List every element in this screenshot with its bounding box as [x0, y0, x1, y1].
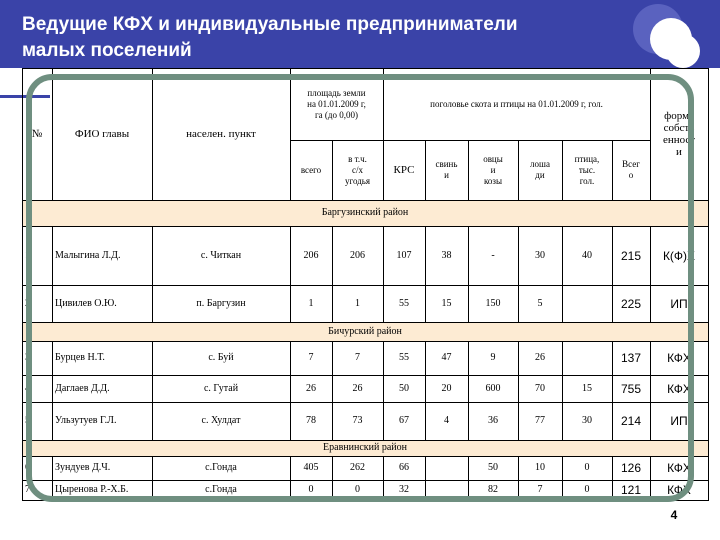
table-cell: 66	[399, 462, 409, 473]
table-cell: 2	[25, 297, 30, 309]
table-cell: 78	[306, 415, 316, 426]
table-cell: 1	[25, 249, 30, 261]
table-cell: Малыгина Л.Д.	[55, 249, 121, 261]
table-cell: Цыренова Р.-Х.Б.	[55, 484, 129, 495]
table-cell: 70	[535, 382, 545, 394]
slide-header	[0, 0, 720, 68]
region-label: Еравнинский район	[323, 442, 407, 453]
table-cell: КФХ	[667, 483, 691, 497]
table-cell: 7	[308, 352, 314, 363]
table-cell: 77	[535, 415, 545, 426]
table-cell: 47	[441, 352, 452, 363]
header-area-group: площадь земли на 01.01.2009 г, га (до 0,00)	[307, 87, 366, 120]
table-cell: 9	[490, 352, 496, 363]
header-total: Всег о	[622, 159, 640, 180]
table-cell: КФХ	[667, 461, 691, 475]
table-cell: п. Баргузин	[196, 297, 246, 309]
table-cell	[425, 456, 468, 480]
table-cell: 6	[25, 462, 30, 473]
table-cell: КФХ	[667, 351, 691, 365]
table-cell: 7	[537, 484, 543, 495]
region-label: Баргузинский район	[321, 207, 409, 218]
table-cell: 30	[582, 415, 592, 426]
grid-line	[708, 226, 709, 285]
header-ownership: форма собств енност и	[662, 110, 696, 158]
table-cell: 5	[25, 415, 30, 426]
table-cell: К(Ф)Х	[662, 248, 696, 263]
grid-line	[708, 341, 709, 375]
header-pigs: свинь и	[435, 159, 458, 180]
table-cell: 215	[620, 248, 642, 263]
table-cell: с. Читкан	[200, 249, 242, 261]
header-area-total: всего	[300, 164, 322, 175]
table-cell: 137	[620, 351, 642, 365]
table-cell: 206	[303, 249, 319, 261]
table-cell: 0	[584, 484, 590, 495]
table-cell: 40	[582, 249, 592, 261]
header-livestock-group: поголовье скота и птицы на 01.01.2009 г, гол.	[430, 98, 603, 109]
region-label: Бичурский район	[328, 325, 402, 337]
table-cell: ИП	[670, 296, 688, 311]
table-cell: 4	[25, 382, 30, 394]
table-cell: 755	[620, 381, 642, 396]
table-cell: Зундуев Д.Ч.	[55, 462, 111, 473]
table-cell: 50	[399, 382, 409, 394]
header-horses: лоша ди	[530, 159, 550, 180]
table-cell: 150	[485, 297, 501, 309]
table-cell: 600	[485, 382, 501, 394]
table-cell: 15	[582, 382, 592, 394]
grid-line	[708, 68, 709, 200]
table-cell: 73	[352, 415, 363, 426]
table-cell: 1	[355, 297, 360, 309]
table-cell: 36	[488, 415, 498, 426]
table-cell: 26	[352, 382, 363, 394]
grid-line	[708, 480, 709, 500]
decorative-circle	[666, 34, 700, 68]
table-cell: 126	[620, 461, 642, 475]
table-cell: 107	[396, 249, 412, 261]
table-cell: 38	[441, 249, 452, 261]
table-cell: 1	[308, 297, 314, 309]
header-poultry: птица, тыс. гол.	[574, 153, 600, 186]
table-cell: 30	[535, 249, 545, 261]
header-settlement: населен. пункт	[186, 128, 256, 140]
table-cell: 121	[620, 483, 642, 497]
header-krs: КРС	[393, 164, 415, 176]
table-cell: 0	[308, 484, 314, 495]
title-line-2: малых поселений	[22, 40, 192, 61]
table-cell: 262	[350, 462, 365, 473]
table-cell: 55	[399, 297, 409, 309]
table-cell: Ульзутуев Г.Л.	[55, 415, 117, 426]
table-cell: с.Гонда	[205, 462, 237, 473]
table-cell: 50	[488, 462, 498, 473]
table-cell: 405	[303, 462, 319, 473]
table-cell: 214	[620, 414, 642, 428]
table-cell: КФХ	[667, 381, 691, 396]
table-cell: Бурцев Н.Т.	[55, 352, 105, 363]
header-area-farmland: в т.ч. с/х угодья	[344, 153, 371, 186]
table-cell: 3	[25, 352, 30, 363]
table-cell: Даглаев Д.Д.	[55, 382, 110, 394]
table-cell: 10	[535, 462, 545, 473]
table-cell: 15	[441, 297, 452, 309]
page-number: 4	[670, 508, 678, 522]
table-cell: 225	[620, 296, 642, 311]
table-cell: 32	[399, 484, 409, 495]
slide-title	[22, 12, 518, 64]
header-fio: ФИО главы	[74, 128, 130, 140]
table-cell: 55	[399, 352, 409, 363]
table-cell: с. Хулдат	[201, 415, 241, 426]
table-cell: с. Буй	[208, 352, 234, 363]
table-cell: Цивилев О.Ю.	[55, 297, 117, 309]
table-cell: 26	[535, 352, 545, 363]
table-cell: с.Гонда	[205, 484, 237, 495]
table-cell: -	[491, 249, 495, 261]
table-cell: 20	[441, 382, 452, 394]
title-line-1: Ведущие КФХ и индивидуальные предприниматели	[22, 14, 518, 35]
table-cell: 67	[399, 415, 409, 426]
table-cell	[562, 285, 612, 322]
table-cell: с. Гутай	[203, 382, 239, 394]
table-cell	[562, 341, 612, 375]
table-cell: 5	[537, 297, 543, 309]
table-cell: 4	[444, 415, 449, 426]
grid-line	[708, 402, 709, 440]
table-cell: 0	[355, 484, 360, 495]
grid-line	[708, 375, 709, 402]
table-cell	[425, 480, 468, 500]
header-sheep-goats: овцы и козы	[483, 153, 503, 186]
table-cell: 7	[355, 352, 360, 363]
grid-line	[22, 500, 709, 501]
grid-line	[708, 285, 709, 322]
table-cell: 206	[350, 249, 365, 261]
table-cell: ИП	[670, 414, 688, 428]
table-cell: 0	[584, 462, 590, 473]
table-cell: 26	[306, 382, 316, 394]
header-num: №	[31, 128, 43, 140]
table-cell: 82	[488, 484, 498, 495]
grid-line	[708, 456, 709, 480]
grid-line	[708, 200, 709, 500]
table-cell: 7	[25, 484, 30, 495]
